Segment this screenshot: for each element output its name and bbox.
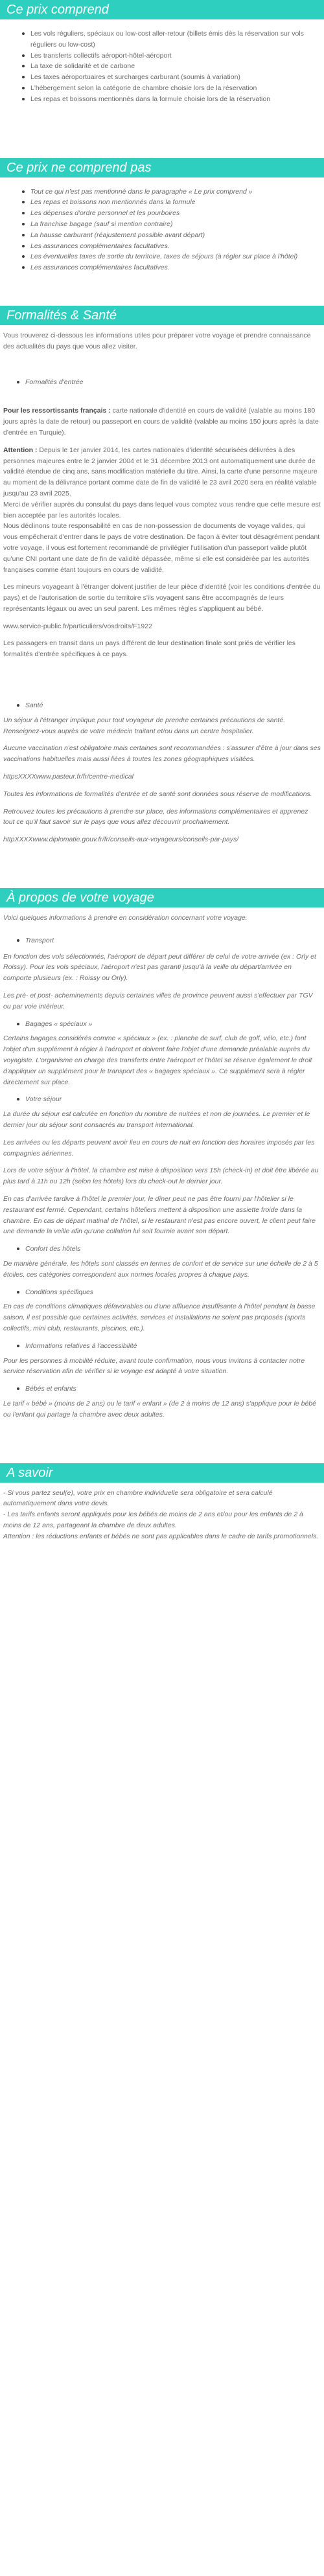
responsibility-paragraph: Nous déclinons toute responsabilité en cas de non-possession de documents de voyage valides, qui vous empêcherait d'entrer dans le pays de votre destination. De façon à éviter tout désagrément pendant votre voyage, il vous est fortement recommandé de privilégier l'utilisation d'un passeport valide plutôt qu'une CNI portant une date de fin de validité dépassée, même si elle est considérée par les autorités françaises comme étant toujours en cours de validité. <box>3 522 320 574</box>
health-paragraph-4: Retrouvez toutes les précautions à prendre sur place, des informations complémentaires et apprenez tout ce qu'il faut savoir sur le pays que vous allez découvrir prochainement. <box>3 807 308 826</box>
list-item: Les assurances complémentaires facultatives. <box>30 241 321 252</box>
list-item: L'hébergement selon la catégorie de chambre choisie lors de la réservation <box>30 83 321 94</box>
accessibility-label: Informations relatives à l'accessibilité <box>25 1341 321 1352</box>
section-price-excludes <box>0 158 324 273</box>
comfort-paragraph: De manière générale, les hôtels sont classés en termes de confort et de service sur une échelle de 2 à 5 étoiles, ces catégories correspondent aux normes locales propres à chaque pays. <box>3 1259 318 1279</box>
list-item: Les dépenses d'ordre personnel et les pourboires <box>30 208 321 219</box>
section-title: A savoir <box>0 1463 324 1483</box>
list-item: La hausse carburant (réajustement possible avant départ) <box>30 230 321 241</box>
list-item: Les vols réguliers, spéciaux ou low-cost aller-retour (billets émis dès la réservation sur vols réguliers ou low-cost) <box>30 28 321 51</box>
list-item: Les repas et boissons non mentionnés dans la formule <box>30 197 321 208</box>
stay-paragraph-3: Lors de votre séjour à l'hôtel, la chambre est mise à disposition vers 15h (check-in) et doit être libérée au plus tard à 11h ou 12h (selon les hôtels) lors du check-out le dernier jour. <box>3 1167 319 1186</box>
stay-paragraph-4: En cas d'arrivée tardive à l'hôtel le premier jour, le dîner peut ne pas être fourni par l'hôtelier si le restaurant est fermé. Cependant, certains hôteliers mettent à disposition une assiette froide dans la chambre. En cas de départ matinal de l'hôtel, si le restaurant n'est pas encore ouvert, le client peut faire une demande la veille afin qu'une collation lui soit fournie avant son départ. <box>3 1194 316 1236</box>
trip-intro: Voici quelques informations à prendre en considération concernant votre voyage. <box>3 914 248 922</box>
baggage-paragraph: Certains bagages considérés comme « spéciaux » (ex. : planche de surf, club de golf, vélo, etc.) font l'objet d'un supplément à régler à l'aéroport et doivent faire l'objet d'une demande préalable auprès du voyagiste. L'organisme en charge des transferts entre l'aéroport et l'hôtel se réserve également le droit d'appliquer un supplément pour le transport des « bagages spéciaux ». Ce supplément sera à régler directement sur place. <box>3 1034 312 1086</box>
excludes-list <box>3 187 321 273</box>
health-label: Santé <box>25 700 321 711</box>
section-title: Ce prix comprend <box>0 0 324 19</box>
section-formalities-health <box>0 306 324 845</box>
good-to-know-line-1: - Si vous partez seul(e), votre prix en chambre individuelle sera obligatoire et sera calculé automatiquement dans votre devis. <box>3 1488 273 1508</box>
entry-heading <box>3 377 321 388</box>
minors-paragraph: Les mineurs voyageant à l'étranger doivent justifier de leur pièce d'identité (voir les conditions d'entrée du pays) et de l'autorisation de sortie du territoire s'ils voyagent sans être accompagnés de leurs représentants légaux ou avec un seul parent. Les mêmes règles s'appliquent au bébé. <box>3 583 321 613</box>
section-title: Formalités & Santé <box>0 306 324 325</box>
health-paragraph-3: Toutes les informations de formalités d'entrée et de santé sont données sous réserve de modifications. <box>3 790 312 798</box>
list-item: Les transferts collectifs aéroport-hôtel-aéroport <box>30 51 321 62</box>
section-title: Ce prix ne comprend pas <box>0 158 324 177</box>
transit-paragraph: Les passagers en transit dans un pays différent de leur destination finale sont priés de vérifier les formalités d'entrée spécifiques à ce pays. <box>3 639 295 659</box>
section-title: À propos de votre voyage <box>0 888 324 907</box>
list-item: La taxe de solidarité et de carbone <box>30 61 321 72</box>
list-item: Les éventuelles taxes de sortie du territoire, taxes de séjours (à régler sur place à l'hôtel) <box>30 251 321 262</box>
transport-paragraph-2: Les pré- et post- acheminements depuis certaines villes de province peuvent aussi s'effectuer par TGV ou par voie intérieur. <box>3 992 313 1010</box>
entry-formalities-label: Formalités d'entrée <box>25 377 321 388</box>
stay-paragraph-1: La durée du séjour est calculée en fonction du nombre de nuitées et non de journées. Le premier et le dernier jour du séjour sont consacrés au transport international. <box>3 1110 310 1129</box>
baggage-label: Bagages « spéciaux » <box>25 1019 321 1030</box>
pasteur-link[interactable]: httpsXXXXwww.pasteur.fr/fr/centre-medical <box>3 773 133 781</box>
babies-children-label: Bébés et enfants <box>25 1384 321 1395</box>
intro-text: Vous trouverez ci-dessous les informations utiles pour préparer votre voyage et prendre connaissance des actualités du pays que vous allez visiter. <box>3 331 311 350</box>
section-about-trip <box>0 888 324 1420</box>
comfort-label: Confort des hôtels <box>25 1244 321 1255</box>
french-nationals-paragraph: Pour les ressortissants français : carte nationale d'identité en cours de validité (valable au moins 180 jours après la date de retour) ou passeport en cours de validité (valable au moins 150 jours après la date d'entrée en Turquie). <box>3 407 319 437</box>
list-item: Les assurances complémentaires facultatives. <box>30 262 321 273</box>
stay-label: Votre séjour <box>25 1094 321 1105</box>
list-item: Les taxes aéroportuaires et surcharges carburant (soumis à variation) <box>30 72 321 83</box>
list-item: Tout ce qui n'est pas mentionné dans le paragraphe « Le prix comprend » <box>30 187 321 198</box>
list-item: La franchise bagage (sauf si mention contraire) <box>30 219 321 230</box>
conditions-paragraph: En cas de conditions climatiques défavorables ou d'une affluence insuffisante à l'hôtel pendant la basse saison, il est possible que certaines activités, services et installations ne soient pas proposés (sports collectifs, mini club, restaurants, piscines, etc.). <box>3 1303 316 1332</box>
transport-label: Transport <box>25 935 321 946</box>
diplomatie-link[interactable]: httpXXXXwww.diplomatie.gouv.fr/fr/conseils-aux-voyageurs/conseils-par-pays/ <box>3 836 239 844</box>
babies-children-paragraph: Le tarif « bébé » (moins de 2 ans) ou le tarif « enfant » (de 2 à moins de 12 ans) s'applique pour le bébé ou l'enfant qui partage la chambre avec deux adultes. <box>3 1399 316 1419</box>
transport-paragraph-1: En fonction des vols sélectionnés, l'aéroport de départ peut différer de celui de votre arrivée (ex : Orly et Roissy). Pour les vols spéciaux, l'aéroport n'est pas garanti jusqu'à la veille du départ/arrivée en comporte plusieurs (ex. : Roissy ou Orly). <box>3 952 316 983</box>
section-good-to-know <box>0 1463 324 1542</box>
good-to-know-line-3: Attention : les réductions enfants et bébés ne sont pas applicables dans le cadre de tarifs promotionnels. <box>3 1532 319 1540</box>
attention-paragraph: Attention : Depuis le 1er janvier 2014, les cartes nationales d'identité sécurisées délivrées à des personnes majeures entre le 2 janvier 2004 et le 31 décembre 2013 ont automatiquement une durée de validité étendue de cinq ans, sans modification matérielle du titre. Ainsi, la carte d'une personne majeure au moment de la délivrance portant comme date de fin de validité le 23 avril 2020 sera en réalité valable jusqu'au 23 avril 2025. <box>3 446 318 497</box>
french-nationals-label: Pour les ressortissants français : <box>3 407 111 415</box>
service-public-link[interactable]: www.service-public.fr/particuliers/vosdroits/F1922 <box>3 622 152 630</box>
stay-paragraph-2: Les arrivées ou les départs peuvent avoir lieu en cours de nuit en fonction des horaires imposés par les compagnies aériennes. <box>3 1138 315 1157</box>
accessibility-paragraph: Pour les personnes à mobilité réduite, avant toute confirmation, nous vous invitons à contacter notre service réservation afin de vérifier si le voyage est adapté à votre situation. <box>3 1356 305 1376</box>
health-paragraph-2: Aucune vaccination n'est obligatoire mais certaines sont recommandées : s'assurer d'être à jour dans ses vaccinations habituelles mais aussi liées à toutes les zones géographiques visitées. <box>3 744 321 764</box>
section-price-includes <box>0 0 324 105</box>
list-item: Les repas et boissons mentionnés dans la formule choisie lors de la réservation <box>30 94 321 105</box>
health-paragraph-1: Un séjour à l'étranger implique pour tout voyageur de prendre certaines précautions de santé. Renseignez-vous auprès de votre médecin traitant et/ou dans un centre hospitalier. <box>3 716 286 735</box>
includes-list <box>3 28 321 105</box>
consulate-paragraph: Merci de vérifier auprès du consulat du pays dans lequel vous comptez vous rendre que cette mesure est bien acceptée par les autorités locales. <box>3 500 321 519</box>
good-to-know-line-2: - Les tarifs enfants seront appliqués pour les bébés de moins de 2 ans et/ou pour les enfants de 2 à moins de 12 ans, partageant la chambre de deux adultes. <box>3 1510 303 1529</box>
attention-label: Attention : <box>3 446 38 454</box>
health-heading <box>3 700 321 711</box>
conditions-label: Conditions spécifiques <box>25 1287 321 1298</box>
